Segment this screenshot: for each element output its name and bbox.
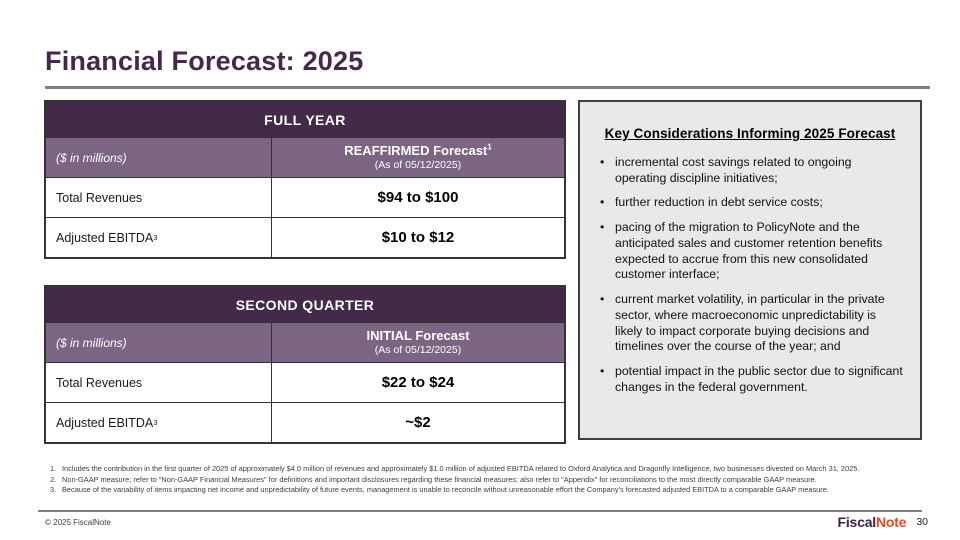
- footnote-text: Because of the variability of items impacting net income and unpredictability of future events, management is unable to reconcile without unreasonable effort the Company's forecasted adjusted EBITDA to a comparable GAAP measure.: [62, 485, 829, 495]
- row-label: [46, 178, 272, 217]
- title-divider: [45, 86, 930, 89]
- page-title: Financial Forecast: 2025: [45, 46, 364, 76]
- key-considerations-list: [596, 155, 904, 396]
- footnote-2: [48, 475, 920, 486]
- forecast-as-of-date: (As of 05/12/2025): [374, 343, 462, 356]
- footnote-text: Non-GAAP measure; refer to "Non-GAAP Financial Measures" for definitions and important disclosures regarding these financial measures; also refer to "Appendix" for reconciliations to the most directly comparable GAAP measure.: [62, 474, 817, 484]
- footnote-3: [48, 485, 920, 496]
- row-label: [46, 363, 272, 402]
- row-value: $22 to $24: [381, 374, 455, 391]
- forecast-column-header: [272, 323, 564, 362]
- row-value: ~$2: [405, 414, 431, 431]
- full-year-table-title: FULL YEAR: [46, 102, 564, 137]
- table-row: [46, 217, 564, 257]
- unit-label: ($ in millions): [46, 323, 272, 362]
- list-item: • further reduction in debt service costs;: [596, 195, 904, 211]
- list-item: • potential impact in the public sector due to significant changes in the federal government.: [596, 364, 904, 395]
- row-label-text: Adjusted EBITDA: [56, 415, 154, 430]
- copyright-text: © 2025 FiscalNote: [45, 518, 111, 527]
- row-label-text: Total Revenues: [56, 375, 143, 390]
- table-row: [46, 177, 564, 217]
- footnote-text: Includes the contribution in the first quarter of 2025 of approximately $4.0 million of revenues and approximately $1.0 million of adjusted EBITDA related to Oxford Analytica and Dragonfly Intelligence, two businesses divested on March 31, 2025.: [62, 464, 860, 473]
- table-row: [46, 362, 564, 402]
- row-value: $94 to $100: [377, 189, 459, 206]
- logo-fiscal-text: Fiscal: [837, 514, 876, 530]
- forecast-label-text: INITIAL Forecast: [366, 328, 470, 343]
- full-year-table: [44, 100, 566, 259]
- forecast-label: [366, 329, 469, 344]
- key-considerations-box: [578, 100, 922, 440]
- forecast-column-header: [272, 138, 564, 177]
- fiscalnote-logo: [838, 514, 907, 530]
- full-year-table-subheader: [46, 137, 564, 177]
- forecast-as-of-date: (As of 05/12/2025): [374, 158, 462, 171]
- key-considerations-heading: Key Considerations Informing 2025 Forecast: [604, 126, 896, 141]
- footnote-number: 3.: [50, 485, 57, 495]
- second-quarter-table: [44, 285, 566, 444]
- logo-note-text: Note: [876, 514, 907, 530]
- footnote-1: [48, 464, 920, 475]
- footer-right: [838, 514, 929, 530]
- second-quarter-table-subheader: [46, 322, 564, 362]
- table-row: [46, 402, 564, 442]
- forecast-footnote-ref: 1: [487, 142, 492, 152]
- list-item: • current market volatility, in particular in the private sector, where macroeconomic unpredictability is likely to impact corporate buying decisions and timelines over the course of the year; and: [596, 292, 904, 355]
- forecast-label-text: REAFFIRMED Forecast: [344, 143, 488, 158]
- footer-divider: [38, 510, 922, 512]
- row-label: Adjusted EBITDA 3: [46, 403, 272, 442]
- list-item: • incremental cost savings related to ongoing operating discipline initiatives;: [596, 155, 904, 186]
- row-label: Adjusted EBITDA 3: [46, 218, 272, 257]
- forecast-label: [344, 144, 492, 159]
- page-number: 30: [916, 516, 928, 528]
- unit-label: ($ in millions): [46, 138, 272, 177]
- footnotes: [48, 464, 920, 496]
- footnote-number: 1.: [50, 464, 57, 473]
- footnote-number: 2.: [50, 474, 57, 484]
- second-quarter-table-title: SECOND QUARTER: [46, 287, 564, 322]
- row-label-text: Adjusted EBITDA: [56, 230, 154, 245]
- row-value: $10 to $12: [381, 229, 455, 246]
- row-label-text: Total Revenues: [56, 190, 143, 205]
- list-item: • pacing of the migration to PolicyNote and the anticipated sales and customer retention benefits expected to accrue from this new consolidated customer interface;: [596, 220, 904, 283]
